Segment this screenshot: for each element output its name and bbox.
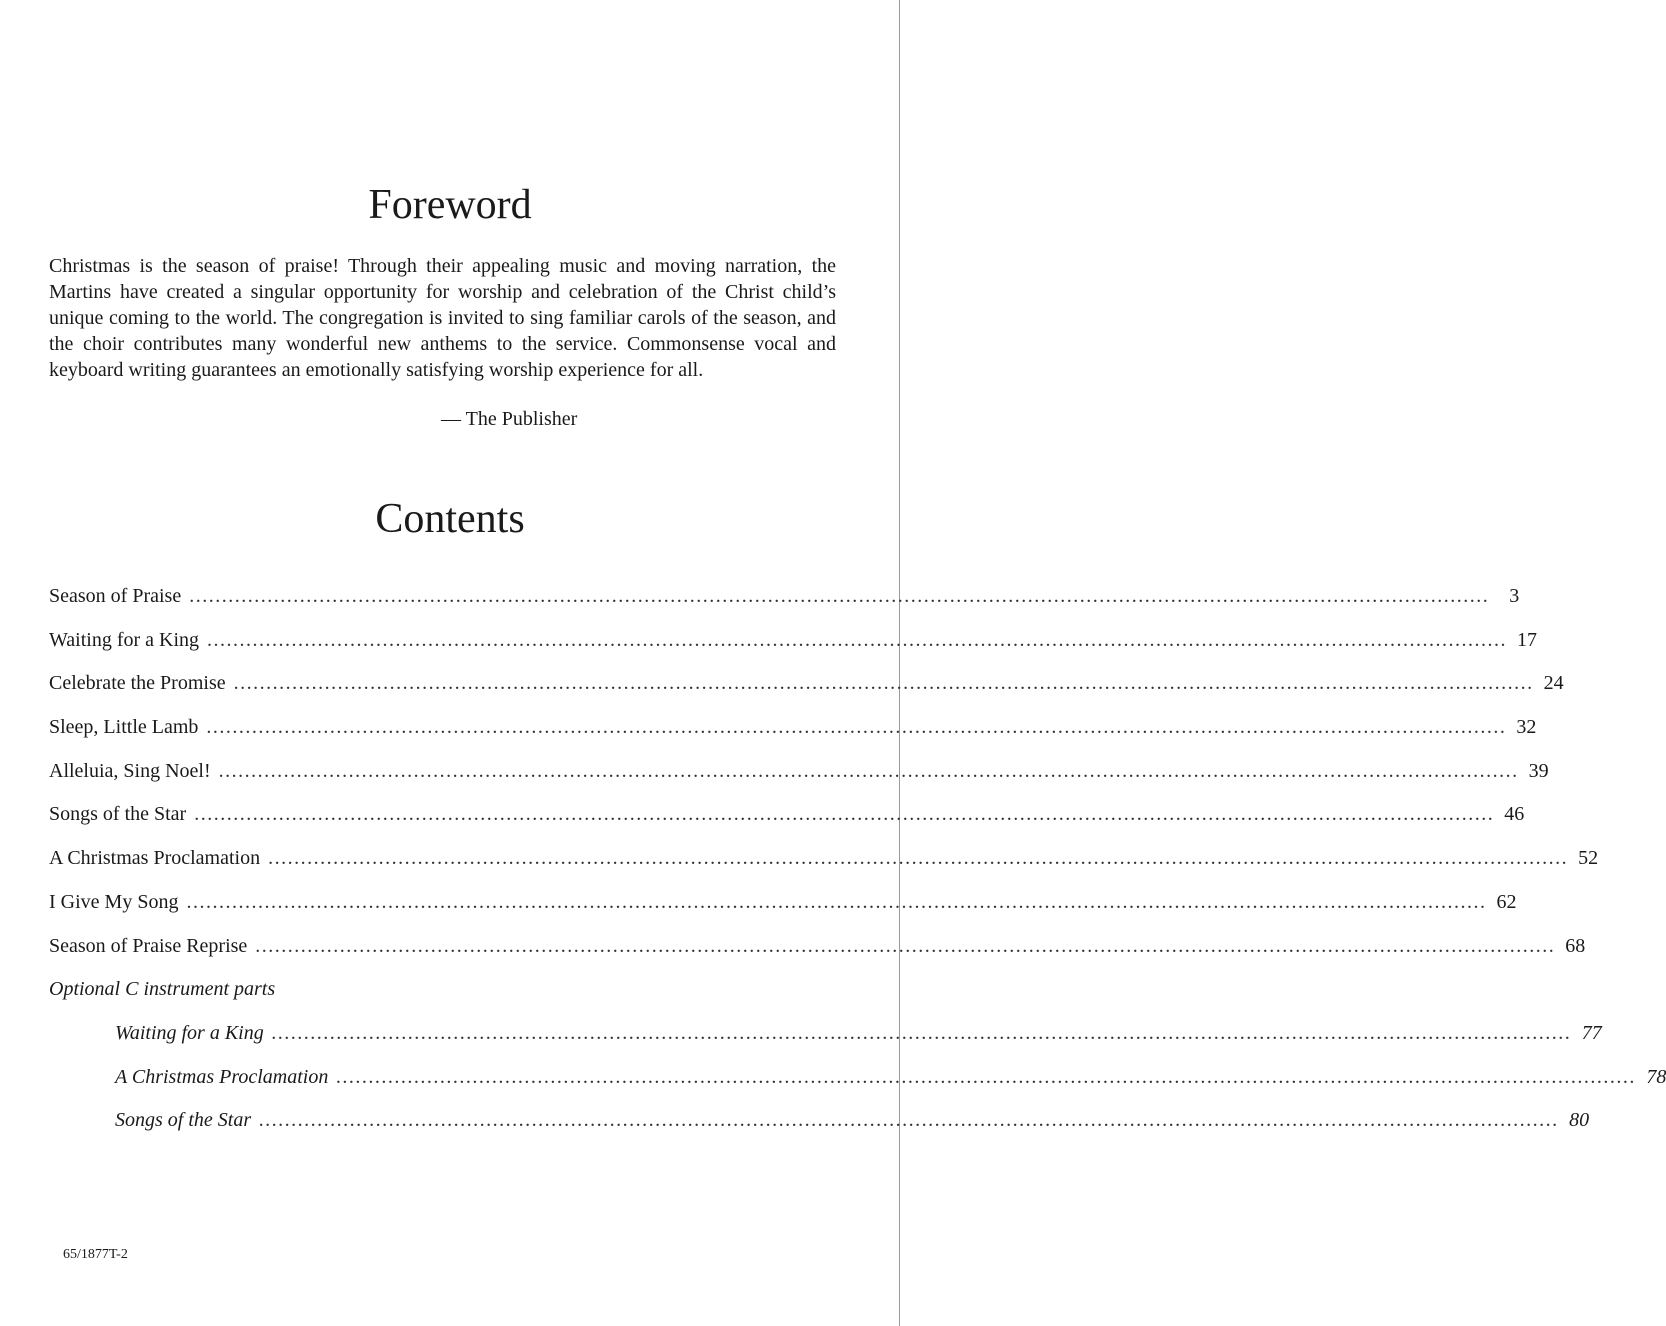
toc-entry-title: Celebrate the Promise — [49, 672, 226, 695]
toc-entry-page: 62 — [1496, 890, 1517, 913]
toc-entry-page: 68 — [1565, 934, 1586, 957]
toc-entry[interactable] — [49, 627, 1538, 671]
toc-optional-entry[interactable] — [49, 1020, 1602, 1064]
toc-leader-dots: ........................................................................................................................................................................................................ — [271, 1021, 1572, 1044]
toc-entry-page: 39 — [1528, 759, 1549, 782]
toc-entry-title: Sleep, Little Lamb — [49, 716, 199, 739]
foreword-attribution: — The Publisher — [441, 408, 578, 430]
toc-entry-title: I Give My Song — [49, 890, 179, 913]
toc-entry-title: Waiting for a King — [115, 1021, 264, 1044]
toc-entry[interactable] — [49, 889, 1517, 933]
toc-entry-page: 3 — [1509, 585, 1520, 607]
foreword-title: Foreword — [368, 182, 532, 228]
toc-entry-page: 80 — [1569, 1109, 1590, 1132]
toc-entry[interactable] — [49, 801, 1525, 845]
toc-entry-title: Songs of the Star — [49, 803, 187, 826]
foreword-body: Christmas is the season of praise! Through their appealing music and moving narration, the Martins have created a singular opportunity for worship and celebration of the Christ child’s unique coming to the world. The congregation is invited to sing familiar carols of the season, and the choir contributes many wonderful new anthems to the service. Commonsense vocal and keyboard writing guarantees an emotionally satisfying worship experience for all. — [49, 255, 836, 381]
toc-entry[interactable] — [49, 583, 1520, 627]
toc-leader-dots: ........................................................................................................................................................................................................ — [233, 672, 1534, 695]
toc-leader-dots: ........................................................................................................................................................................................................ — [189, 585, 1490, 607]
toc-leader-dots: ........................................................................................................................................................................................................ — [259, 1109, 1560, 1132]
toc-leader-dots: ........................................................................................................................................................................................................ — [186, 890, 1487, 913]
toc-entry-page: 32 — [1516, 716, 1537, 739]
toc-leader-dots: ........................................................................................................................................................................................................ — [194, 803, 1495, 826]
toc-entry-title: A Christmas Proclamation — [49, 847, 261, 870]
toc-entry-title: Waiting for a King — [49, 628, 200, 651]
toc-entry-page: 46 — [1504, 803, 1525, 826]
toc-entry[interactable] — [49, 758, 1549, 802]
toc-entry[interactable] — [49, 845, 1599, 889]
toc-entry[interactable] — [49, 714, 1537, 758]
toc-entry-title: Alleluia, Sing Noel! — [49, 759, 211, 782]
toc-entry[interactable] — [49, 933, 1586, 977]
toc-entry-title: Songs of the Star — [115, 1109, 252, 1132]
toc-entry-page: 52 — [1578, 847, 1599, 870]
toc-entry-title: Season of Praise Reprise — [49, 934, 248, 957]
optional-parts-heading: Optional C instrument parts — [49, 978, 276, 1001]
toc-entry-title: A Christmas Proclamation — [115, 1065, 329, 1088]
table-of-contents — [49, 583, 1666, 1151]
toc-entry[interactable] — [49, 670, 1564, 714]
toc-section-heading — [49, 976, 836, 1020]
toc-entry-page: 17 — [1517, 628, 1538, 651]
toc-entry-page: 78 — [1646, 1065, 1666, 1088]
toc-leader-dots: ........................................................................................................................................................................................................ — [207, 628, 1508, 651]
toc-entry-page: 77 — [1581, 1021, 1602, 1044]
toc-leader-dots: ........................................................................................................................................................................................................ — [336, 1065, 1637, 1088]
toc-leader-dots: ........................................................................................................................................................................................................ — [255, 934, 1556, 957]
toc-leader-dots: ........................................................................................................................................................................................................ — [218, 759, 1519, 782]
catalog-code: 65/1877T-2 — [63, 1247, 128, 1262]
toc-entry-page: 24 — [1543, 672, 1564, 695]
contents-title: Contents — [375, 496, 525, 542]
toc-leader-dots: ........................................................................................................................................................................................................ — [268, 847, 1569, 870]
toc-optional-entry[interactable] — [49, 1064, 1666, 1108]
toc-optional-entry[interactable] — [49, 1107, 1590, 1151]
toc-entry-title: Season of Praise — [49, 585, 182, 607]
toc-leader-dots: ........................................................................................................................................................................................................ — [206, 716, 1507, 739]
